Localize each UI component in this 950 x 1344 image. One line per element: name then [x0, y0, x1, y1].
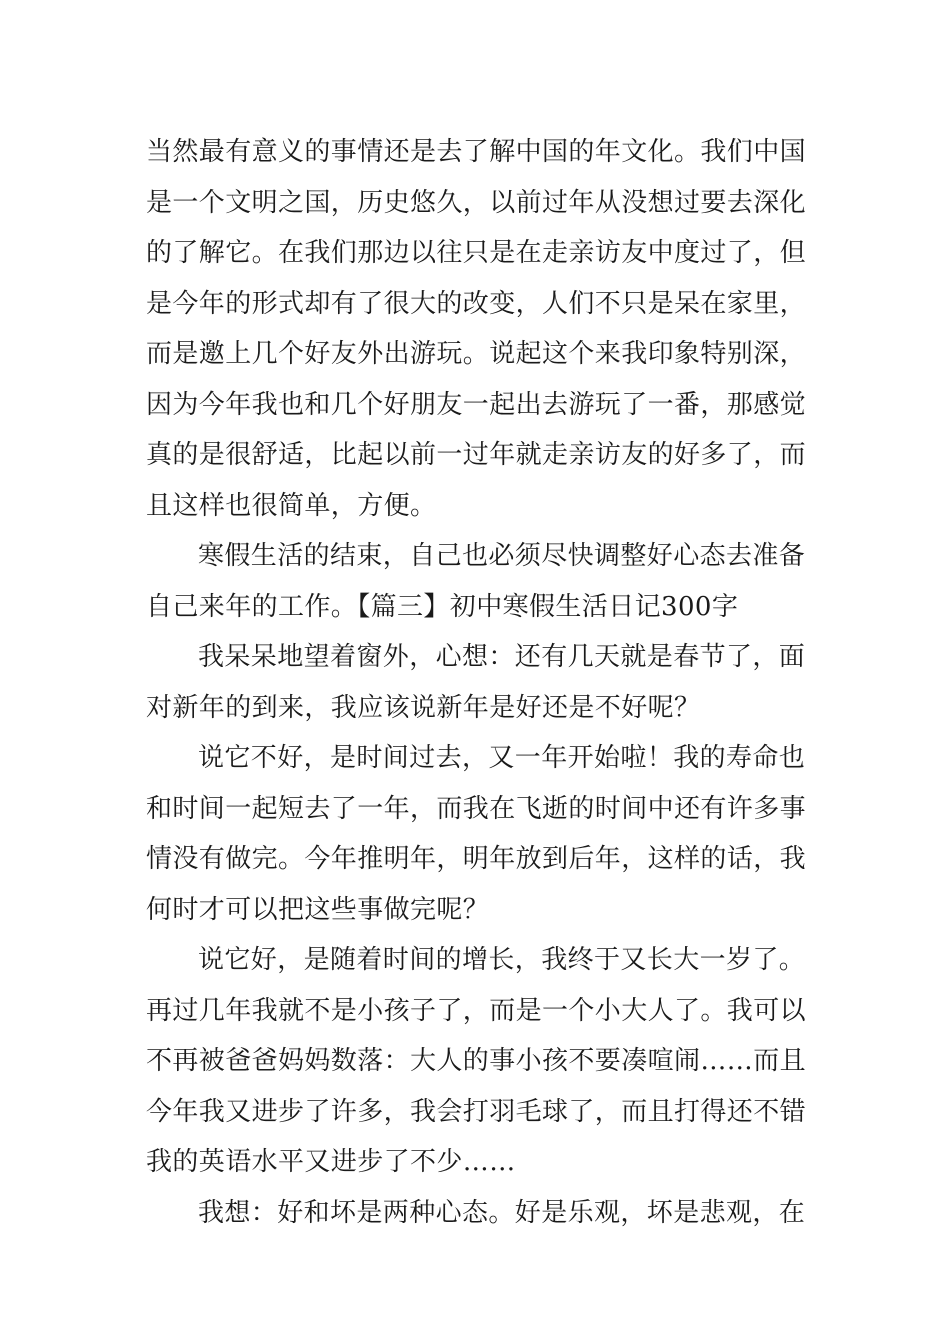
text-line: 真的是很舒适，比起以前一过年就走亲访友的好多了，而: [146, 440, 807, 470]
text-line: 的了解它。在我们那边以往只是在走亲访友中度过了，但: [146, 238, 807, 268]
text-line: 而是邀上几个好友外出游玩。说起这个来我印象特别深，: [146, 339, 807, 369]
text-line: 再过几年我就不是小孩子了，而是一个小大人了。我可以: [146, 995, 807, 1026]
text-line: 情没有做完。今年推明年，明年放到后年，这样的话，我: [146, 844, 807, 874]
text-line: 何时才可以把这些事做完呢？: [146, 894, 490, 925]
text-line: 自己来年的工作。【篇三】初中寒假生活日记300字: [146, 591, 739, 622]
paragraph-first-line: 我想：好和坏是两种心态。好是乐观，坏是悲观，在: [198, 1197, 806, 1228]
text-line: 是今年的形式却有了很大的改变，人们不只是呆在家里，: [146, 288, 807, 319]
text-line: 因为今年我也和几个好朋友一起出去游玩了一番，那感觉: [146, 389, 807, 420]
text-line: 不再被爸爸妈妈数落：大人的事小孩不要凑喧闹……而且: [146, 1046, 807, 1076]
paragraph-first-line: 说它好，是随着时间的增长，我终于又长大一岁了。: [198, 945, 806, 975]
document-body: [146, 127, 811, 1238]
text-line: 是一个文明之国，历史悠久，以前过年从没想过要去深化: [146, 187, 807, 218]
text-line: 我的英语水平又进步了不少……: [146, 1147, 516, 1177]
paragraph-first-line: 寒假生活的结束，自己也必须尽快调整好心态去准备: [198, 541, 806, 571]
text-line: 对新年的到来，我应该说新年是好还是不好呢？: [146, 692, 701, 723]
text-line: 今年我又进步了许多，我会打羽毛球了，而且打得还不错: [146, 1096, 807, 1127]
text-line: 当然最有意义的事情还是去了解中国的年文化。我们中国: [146, 137, 807, 167]
paragraph-first-line: 说它不好，是时间过去，又一年开始啦！我的寿命也: [198, 743, 806, 773]
text-line: 和时间一起短去了一年，而我在飞逝的时间中还有许多事: [146, 793, 807, 824]
text-line: 且这样也很简单，方便。: [146, 490, 437, 521]
paragraph-first-line: 我呆呆地望着窗外，心想：还有几天就是春节了，面: [198, 642, 806, 672]
